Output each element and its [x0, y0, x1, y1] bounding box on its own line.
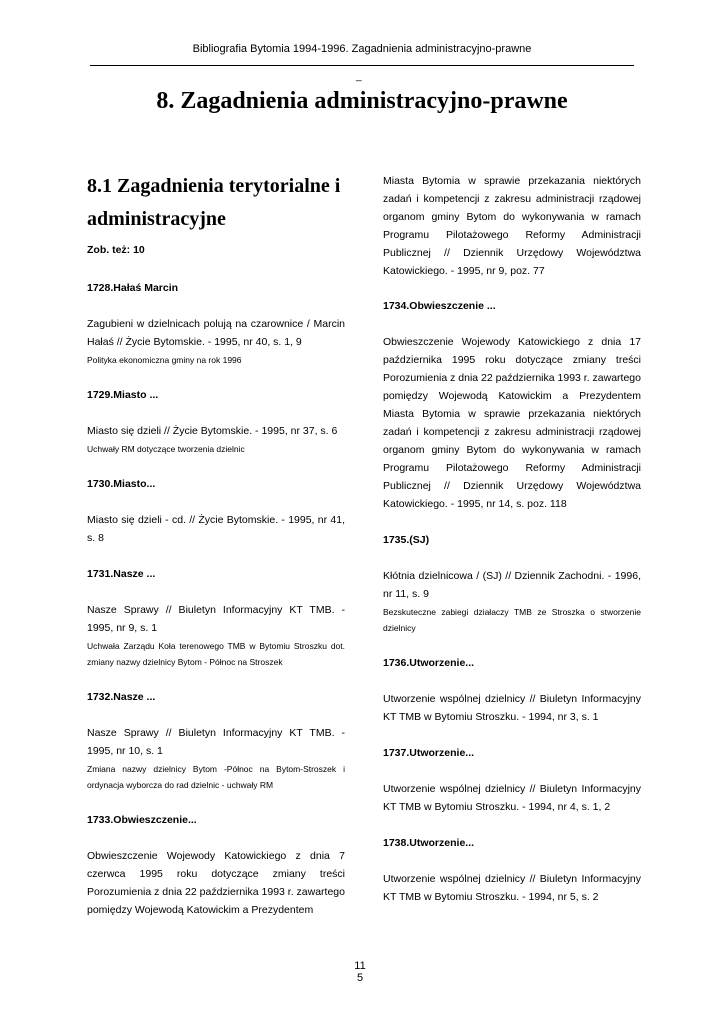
left-column: [87, 170, 345, 940]
entry-annotation: Zmiana nazwy dzielnicy Bytom -Północ na Bytom-Stroszek i ordynacja wyborcza do rad dzielnic - uchwały RM: [87, 764, 345, 790]
entry-heading: 1730.Miasto...: [87, 478, 156, 490]
entry-annotation: Uchwała Zarządu Koła terenowego TMB w Bytomiu Stroszku dot. zmiany nazwy dzielnicy Bytom - Północ na Stroszek: [87, 641, 345, 667]
entry-citation: Utworzenie wspólnej dzielnicy // Biuletyn Informacyjny KT TMB w Bytomiu Stroszku. - 1994, nr 5, s. 2: [383, 873, 641, 903]
bib-entry: [87, 389, 345, 457]
see-also: Zob. też: 10: [87, 244, 145, 256]
entry-citation: Obwieszczenie Wojewody Katowickiego z dnia 17 października 1995 roku dotyczące zmiany treści Porozumienia z dnia 22 października 1993 r. zawartego pomiędzy Wojewodą Katowickim a Prezydentem Miasta Bytomia w sprawie przekazania niektórych zadań i kompetencji z zakresu administracji rządowej organom gminy Bytom do wykonywania w ramach Programu Pilotażowego Reformy Administracji Publicznej // Dziennik Urzędowy Województwa Katowickiego. - 1995, nr 14, s. poz. 118: [383, 336, 641, 510]
entry-heading: 1733.Obwieszczenie...: [87, 814, 197, 826]
entry-citation: Miasto się dzieli // Życie Bytomskie. - 1995, nr 37, s. 6: [87, 425, 338, 437]
chapter-title: 8. Zagadnienia administracyjno-prawne: [156, 88, 568, 114]
entry-heading: 1736.Utworzenie...: [383, 657, 475, 669]
bib-entry: [383, 837, 641, 906]
section-title: 8.1 Zagadnienia terytorialne i administracyjne: [87, 175, 341, 230]
page-number-main: 11: [354, 960, 366, 972]
page-number: [340, 960, 380, 984]
entry-citation: Obwieszczenie Wojewody Katowickiego z dnia 7 czerwca 1995 roku dotyczące zmiany treści Porozumienia z dnia 22 października 1993 r. zawartego pomiędzy Wojewodą Katowickim a Prezydentem: [87, 850, 345, 916]
entry-citation: Kłótnia dzielnicowa / (SJ) // Dziennik Zachodni. - 1996, nr 11, s. 9: [383, 570, 641, 600]
entry-citation: Utworzenie wspólnej dzielnicy // Biuletyn Informacyjny KT TMB w Bytomiu Stroszku. - 1994, nr 4, s. 1, 2: [383, 783, 641, 813]
entry-citation: Zagubieni w dzielnicach polują na czarownice / Marcin Hałaś // Życie Bytomskie. - 1995, nr 40, s. 1, 9: [87, 318, 345, 348]
page-number-overflow: 5: [356, 972, 364, 984]
bib-entry: [87, 691, 345, 793]
bib-entry: [87, 282, 345, 368]
bib-entry: [383, 747, 641, 816]
bib-entry: [87, 478, 345, 547]
entry-citation: Miasto się dzieli - cd. // Życie Bytomskie. - 1995, nr 41, s. 8: [87, 514, 345, 544]
entry-citation: Utworzenie wspólnej dzielnicy // Biuletyn Informacyjny KT TMB w Bytomiu Stroszku. - 1994, nr 3, s. 1: [383, 693, 641, 723]
running-header: Bibliografia Bytomia 1994-1996. Zagadnienia administracyjno-prawne: [192, 43, 532, 55]
right-column: [383, 172, 641, 927]
entry-heading: 1738.Utworzenie...: [383, 837, 475, 849]
header-rule: [90, 65, 634, 66]
entry-citation-continued: Miasta Bytomia w sprawie przekazania niektórych zadań i kompetencji z zakresu administracji rządowej organom gminy Bytom do wykonywania w ramach Programu Pilotażowego Reformy Administracji Publicznej // Dziennik Urzędowy Województwa Katowickiego. - 1995, nr 9, poz. 77: [383, 175, 641, 277]
entry-heading: 1731.Nasze ...: [87, 568, 156, 580]
bib-entry: [87, 814, 345, 919]
bib-entry: [87, 568, 345, 670]
entry-citation: Nasze Sprawy // Biuletyn Informacyjny KT TMB. - 1995, nr 9, s. 1: [87, 604, 345, 634]
entry-annotation: Polityka ekonomiczna gminy na rok 1996: [87, 355, 242, 365]
entry-heading: 1734.Obwieszczenie ...: [383, 300, 496, 312]
entry-annotation: Uchwały RM dotyczące tworzenia dzielnic: [87, 444, 245, 454]
entry-heading: 1729.Miasto ...: [87, 389, 159, 401]
entry-heading: 1728.Hałaś Marcin: [87, 282, 179, 294]
entry-heading: 1735.(SJ): [383, 534, 430, 546]
entry-heading: 1732.Nasze ...: [87, 691, 156, 703]
header-dash: _: [356, 71, 362, 82]
entry-citation: Nasze Sprawy // Biuletyn Informacyjny KT TMB. - 1995, nr 10, s. 1: [87, 727, 345, 757]
entry-annotation: Bezskuteczne zabiegi działaczy TMB ze Stroszka o stworzenie dzielnicy: [383, 607, 641, 633]
entry-heading: 1737.Utworzenie...: [383, 747, 475, 759]
bib-entry: [383, 657, 641, 726]
bib-entry: [383, 300, 641, 513]
bib-entry: [383, 534, 641, 636]
